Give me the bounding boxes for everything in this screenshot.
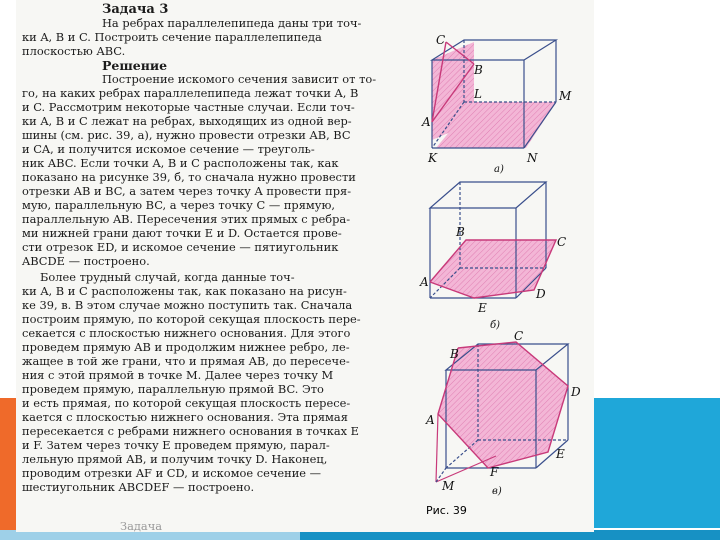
top-face xyxy=(430,182,546,208)
sub-b: б) xyxy=(490,320,501,331)
solution-line: параллельную AB. Пересечения этих прямых с ребра- xyxy=(22,212,351,226)
solution-line: ник ABC. Если точки A, B и C расположены так, как xyxy=(22,156,339,170)
solution-line: пересекается с ребрами нижнего основания в точках E xyxy=(22,424,359,438)
solution-line: ке 39, в. В этом случае можно поступить так. Сначала xyxy=(22,298,353,312)
solution-line: мую, параллельную BC, а через точку C — прямую, xyxy=(22,198,335,212)
solution-line: ки A, B и C расположены так, как показано на рисун- xyxy=(22,284,347,298)
solution-line: построим прямую, по которой секущая плоскость пере- xyxy=(22,312,361,326)
solution-line: го, на каких ребрах параллелепипеда лежат точки A, B xyxy=(22,86,359,100)
label-c-M: M xyxy=(442,479,455,493)
solution-line: ния с этой прямой в точке M. Далее через точку M xyxy=(22,368,334,382)
label-a-C: C xyxy=(436,33,446,47)
figure-c-parallelepiped xyxy=(436,342,568,482)
solution-line: кается с плоскостью нижнего основания. Эта прямая xyxy=(22,410,348,424)
solution-line: ми нижней грани дают точки E и D. Остается прове- xyxy=(22,226,342,240)
label-b-B: B xyxy=(456,225,465,239)
scanned-figure-page xyxy=(416,0,594,532)
solution-line: показано на рисунке 39, б, то сначала нужно провести xyxy=(22,170,356,184)
label-b-E: E xyxy=(478,301,487,315)
solution-line: шины (см. рис. 39, а), нужно провести отрезки AB, BC xyxy=(22,128,351,142)
condition-line: плоскостью ABC. xyxy=(22,44,126,58)
solution-line: шестиугольник ABCDEF — построено. xyxy=(22,480,255,494)
label-c-D: D xyxy=(571,385,581,399)
label-c-F: F xyxy=(490,465,499,479)
solution-line: Построение искомого сечения зависит от то- xyxy=(102,72,377,86)
solution-line: лельную прямой AB, и получим точку D. Наконец, xyxy=(22,452,328,466)
label-a-L: L xyxy=(474,87,482,101)
label-c-E: E xyxy=(556,447,565,461)
figure-a-parallelepiped xyxy=(432,40,556,148)
label-a-M: M xyxy=(559,89,572,103)
scanned-text-page xyxy=(16,0,416,532)
solution-line: отрезки AB и BC, а затем через точку A провести пря- xyxy=(22,184,352,198)
sub-a: а) xyxy=(494,164,504,175)
solution-line: секается с плоскостью нижнего основания. Для этого xyxy=(22,326,351,340)
label-c-C: C xyxy=(514,329,524,343)
figure-caption: Рис. 39 xyxy=(426,504,467,517)
label-b-C: C xyxy=(557,235,567,249)
condition-line: ки A, B и C. Построить сечение параллелепипеда xyxy=(22,30,322,44)
label-a-K: K xyxy=(428,151,437,165)
solution-title: Решение xyxy=(102,58,168,73)
solution-line: проводим отрезки AF и CD, и искомое сечение — xyxy=(22,466,322,480)
solution-line: жащее в той же грани, что и прямая AB, до пересече- xyxy=(22,354,350,368)
solution-line: и F. Затем через точку E проведем прямую, парал- xyxy=(22,438,330,452)
solution-line: проведем прямую, параллельную прямой BC. Это xyxy=(22,382,324,396)
orange-stripe xyxy=(0,398,16,532)
figure-39 xyxy=(416,0,594,532)
label-a-B: B xyxy=(474,63,483,77)
label-a-N: N xyxy=(527,151,538,165)
solution-line: ки A, B и C лежат на ребрах, выходящих из одной вер- xyxy=(22,114,352,128)
label-a-A: A xyxy=(422,115,431,129)
task-title: Задача 3 xyxy=(102,2,169,17)
solution-line: проведем прямую AB и продолжим нижнее ребро, ле- xyxy=(22,340,350,354)
label-c-A: A xyxy=(426,413,435,427)
solution-line: и C. Рассмотрим некоторые частные случаи. Если точ- xyxy=(22,100,355,114)
next-task-fragment: Задача xyxy=(120,519,163,532)
condition-line: На ребрах параллелепипеда даны три точ- xyxy=(102,16,362,30)
sub-c: в) xyxy=(492,486,502,497)
label-c-B: B xyxy=(450,347,459,361)
label-b-D: D xyxy=(536,287,546,301)
solution-line: и CA, и получится искомое сечение — треуголь- xyxy=(22,142,315,156)
figure-b-parallelepiped xyxy=(430,182,556,298)
label-b-A: A xyxy=(420,275,429,289)
solution-line: ABCDE — построено. xyxy=(22,254,150,268)
solution-line: и есть прямая, по которой секущая плоскость пересе- xyxy=(22,396,351,410)
solution-line: сти отрезок ED, и искомое сечение — пятиугольник xyxy=(22,240,339,254)
solution-line: Более трудный случай, когда данные точ- xyxy=(40,270,295,284)
